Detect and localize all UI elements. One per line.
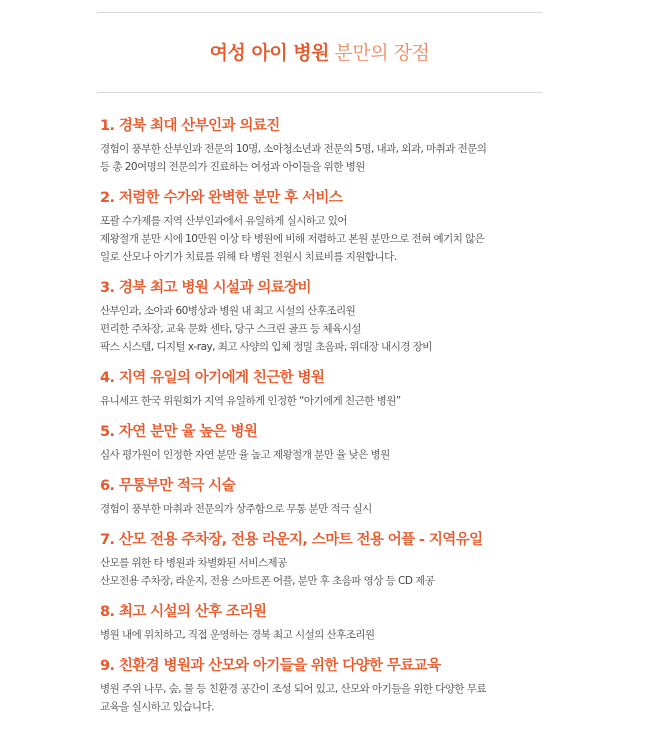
advantage-description-line: 포괄 수가제를 지역 산부인과에서 유일하게 실시하고 있어: [100, 215, 347, 227]
advantage-description-line: 산모전용 주차장, 라운지, 전용 스마트폰 어플, 분만 후 초음파 영상 등 CD 제공: [100, 575, 435, 587]
advantage-heading: 5. 자연 분만 율 높은 병원: [100, 424, 258, 440]
advantage-description-line: 일로 산모나 아기가 치료를 위해 타 병원 전원시 치료비를 지원합니다.: [100, 251, 397, 263]
advantage-heading: 8. 최고 시설의 산후 조리원: [100, 604, 267, 620]
advantage-description-line: 심사 평가원이 인정한 자연 분만 율 높고 제왕절개 분만 율 낮은 병원: [100, 449, 390, 461]
advantage-section-8: [100, 602, 542, 644]
advantage-description-line: 제왕절개 분만 시에 10만원 이상 타 병원에 비해 저렴하고 본원 분만으로 전혀 예기치 않은: [100, 233, 485, 245]
advantage-description-line: 산모를 위한 타 병원과 차별화된 서비스제공: [100, 557, 287, 569]
title-divider: [97, 92, 542, 93]
advantage-heading: 9. 친환경 병원과 산모와 아기들을 위한 다양한 무료교육: [100, 658, 441, 674]
advantages-list: [97, 116, 542, 716]
content-panel: [97, 0, 542, 728]
advantage-description-line: 편리한 주차장, 교육 문화 센타, 당구 스크린 골프 등 체육시설: [100, 323, 361, 335]
advantage-description-line: 경험이 풍부한 마취과 전문의가 상주함으로 무통 분만 적극 실시: [100, 503, 372, 515]
advantage-heading: 3. 경북 최고 병원 시설과 의료장비: [100, 280, 311, 296]
page-title-hospital-name: 여성 아이 병원: [209, 42, 329, 64]
advantage-description-line: 병원 주위 나무, 숲, 물 등 친환경 공간이 조성 되어 있고, 산모와 아기들을 위한 다양한 무료: [100, 683, 486, 695]
advantage-section-1: [100, 116, 542, 176]
advantage-heading: 2. 저렴한 수가와 완벽한 분만 후 서비스: [100, 190, 343, 206]
advantage-section-3: [100, 278, 542, 356]
advantage-section-9: [100, 656, 542, 716]
advantage-description-line: 등 총 20여명의 전문의가 진료하는 여성과 아이들을 위한 병원: [100, 161, 365, 173]
advantage-heading: 1. 경북 최대 산부인과 의료진: [100, 118, 280, 134]
advantage-section-7: [100, 530, 542, 590]
page-title: [97, 40, 542, 66]
page-title-subtitle: 분만의 장점: [334, 42, 430, 64]
advantage-section-5: [100, 422, 542, 464]
advantage-description-line: 팍스 시스템, 디지털 x-ray, 최고 사양의 입체 정밀 초음파, 위대장 내시경 장비: [100, 341, 432, 353]
advantage-description-line: 병원 내에 위치하고, 직접 운영하는 경북 최고 시설의 산후조리원: [100, 629, 375, 641]
advantage-description-line: 경험이 풍부한 산부인과 전문의 10명, 소아청소년과 전문의 5명, 내과, 외과, 마취과 전문의: [100, 143, 487, 155]
advantage-description-line: 유니세프 한국 위원회가 지역 유일하게 인정한 “아기에게 친근한 병원”: [100, 395, 401, 407]
advantage-section-4: [100, 368, 542, 410]
advantage-heading: 4. 지역 유일의 아기에게 친근한 병원: [100, 370, 325, 386]
advantage-heading: 7. 산모 전용 주차장, 전용 라운지, 스마트 전용 어플 - 지역유일: [100, 532, 483, 548]
advantage-section-6: [100, 476, 542, 518]
advantage-description-line: 산부인과, 소아과 60병상과 병원 내 최고 시설의 산후조리원: [100, 305, 356, 317]
advantage-description-line: 교육을 실시하고 있습니다.: [100, 701, 214, 713]
advantage-heading: 6. 무통부만 적극 시술: [100, 478, 235, 494]
top-divider: [97, 12, 542, 13]
advantage-section-2: [100, 188, 542, 266]
